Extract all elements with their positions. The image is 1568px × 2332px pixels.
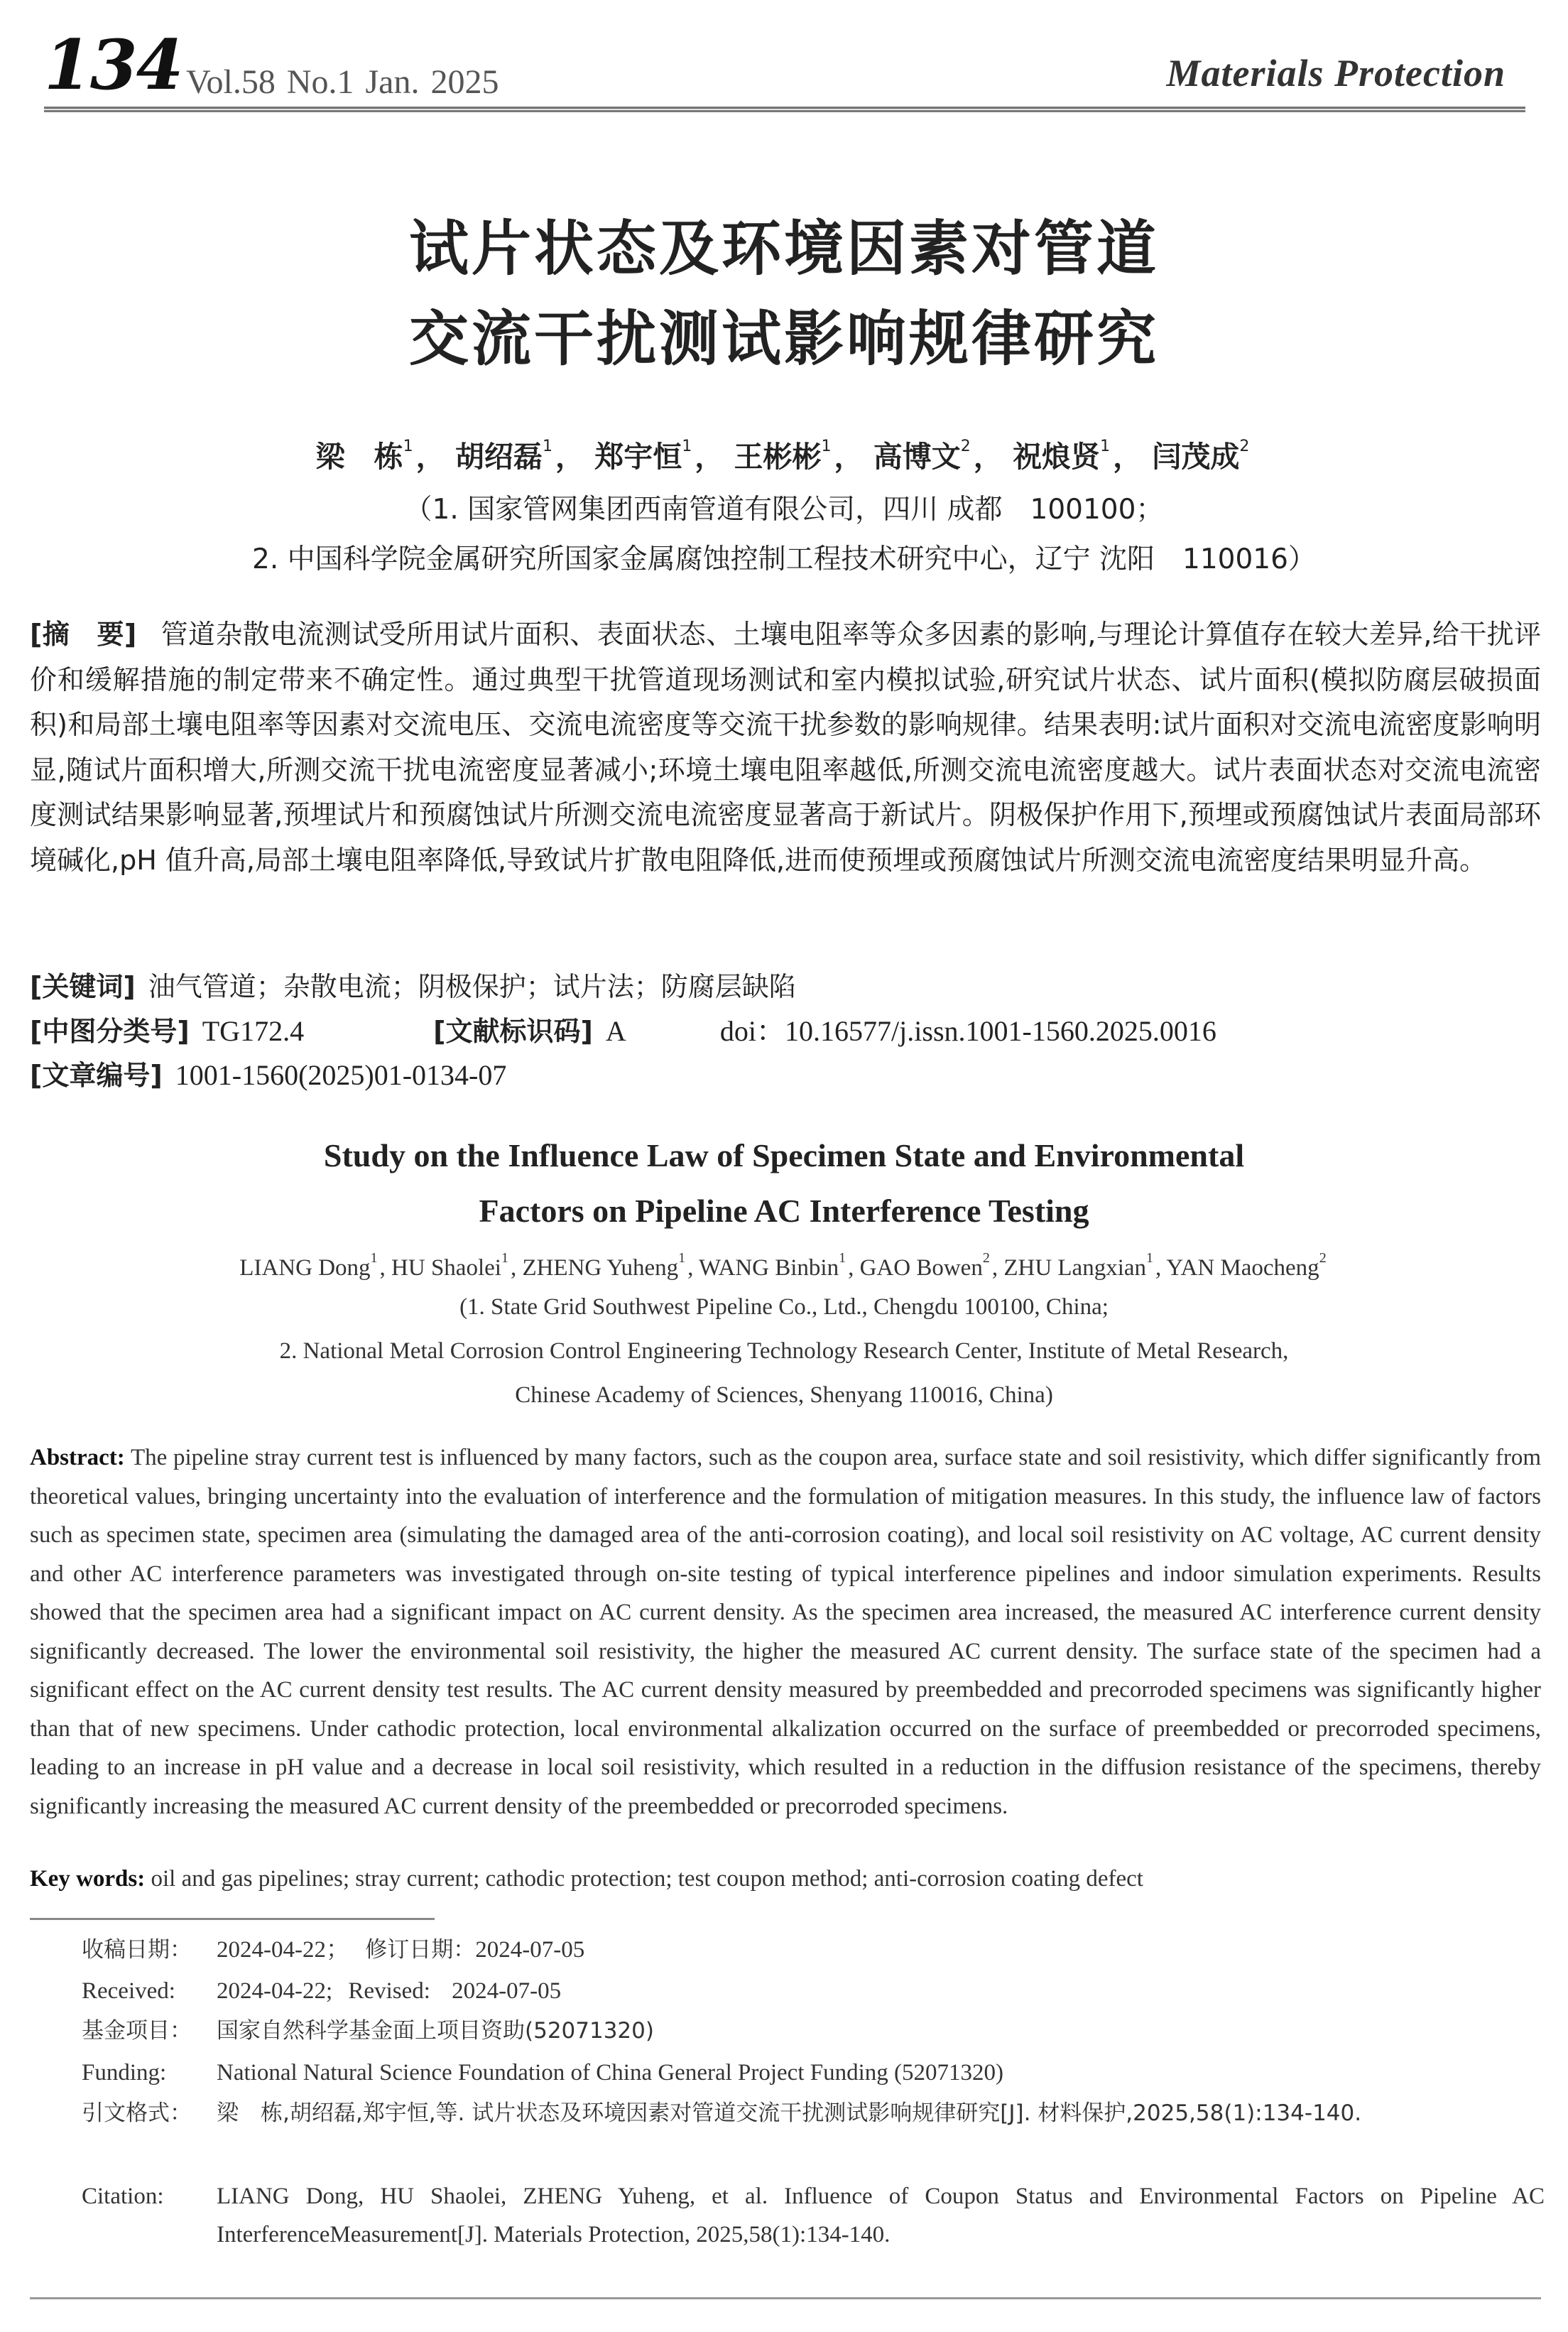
author-zh: 梁 栋	[315, 440, 403, 474]
author-en-aff: 1	[501, 1250, 508, 1266]
citation-zh-value: 梁 栋,胡绍磊,郑宇恒,等. 试片状态及环境因素对管道交流干扰测试影响规律研究[J]. 材料保护,2025,58(1):134-140.	[217, 2100, 1362, 2126]
keywords-en	[30, 1866, 1541, 1892]
author-en: YAN Maocheng	[1166, 1255, 1319, 1281]
author-en: ZHU Langxian	[1003, 1255, 1147, 1281]
fund-en-row	[82, 2054, 1545, 2092]
revised-en-date: 2024-07-05	[452, 1978, 562, 2004]
received-zh-value	[217, 1931, 1545, 1969]
citation-en-label: Citation:	[82, 2184, 164, 2209]
affiliation-en-1: (1. State Grid Southwest Pipeline Co., Ltd., Chengdu 100100, China;	[459, 1294, 1109, 1320]
author-en-aff: 1	[839, 1250, 846, 1266]
received-zh-label: 收稿日期：	[82, 1937, 192, 1963]
author-en: HU Shaolei	[391, 1255, 501, 1281]
classification-line	[30, 1009, 1541, 1049]
keywords-zh	[30, 965, 1541, 1004]
received-zh-date: 2024-04-22；	[217, 1937, 349, 1963]
affiliation-en-2: 2. National Metal Corrosion Control Engineering Technology Research Center, Institute of Metal Research,	[279, 1338, 1289, 1364]
authors-en: LIANG Dong$^1$, HU Shaolei$^1$, ZHENG Yuheng$^1$, WANG Binbin$^1$, GAO Bowen$^2$, ZHU Langxian$^1$, YAN Maocheng$^2$	[239, 1250, 1327, 1281]
abstract-en-label: Abstract:	[30, 1445, 125, 1470]
keywords-en-text: oil and gas pipelines; stray current; cathodic protection; test coupon method; anti-corrosion coating defect	[151, 1866, 1143, 1892]
abstract-en	[30, 1438, 1541, 1826]
author-en-aff: 1	[1146, 1250, 1154, 1266]
issue-info: Vol.58 No.1 Jan. 2025	[186, 63, 499, 101]
title-zh-line-1: 试片状态及环境因素对管道	[408, 213, 1159, 283]
doc-code-label: [文献标识码]	[433, 1016, 593, 1047]
abstract-zh	[30, 612, 1541, 883]
doi-label: doi：	[719, 1015, 785, 1047]
received-en-date: 2024-04-22;	[217, 1978, 333, 2004]
author-zh-aff: 2	[1239, 438, 1250, 455]
revised-en-label: Revised:	[348, 1978, 430, 2004]
affiliation-zh-2: 2. 中国科学院金属研究所国家金属腐蚀控制工程技术研究中心，辽宁 沈阳 110016）	[252, 543, 1316, 575]
title-en-line-2: Factors on Pipeline AC Interference Testing	[479, 1193, 1089, 1229]
author-zh: 胡绍磊	[454, 440, 543, 474]
article-no-label: [文章编号]	[30, 1060, 163, 1091]
author-en-aff: 2	[982, 1250, 990, 1266]
clc-label: [中图分类号]	[30, 1016, 190, 1047]
author-zh: 高博文	[873, 440, 961, 474]
author-zh-aff: 1	[542, 438, 552, 455]
doc-code-value: A	[605, 1015, 626, 1047]
keywords-zh-text: 油气管道；杂散电流；阴极保护；试片法；防腐层缺陷	[148, 971, 796, 1002]
author-zh-aff: 1	[821, 438, 832, 455]
title-en-line-1: Study on the Influence Law of Specimen State and Environmental	[323, 1137, 1245, 1173]
author-en: GAO Bowen	[859, 1255, 983, 1281]
received-en-label: Received:	[82, 1978, 175, 2004]
author-zh-aff: 1	[682, 438, 692, 455]
fund-zh-value: 国家自然科学基金面上项目资助(52071320)	[217, 2018, 654, 2044]
received-zh-row	[82, 1931, 1545, 1969]
citation-en-row	[82, 2177, 1545, 2254]
author-en: WANG Binbin	[699, 1255, 839, 1281]
affiliation-en-3: Chinese Academy of Sciences, Shenyang 110016, China)	[515, 1382, 1053, 1408]
citation-zh-row	[82, 2094, 1545, 2132]
fund-en-value: National Natural Science Foundation of China General Project Funding (52071320)	[217, 2060, 1003, 2086]
header-rule	[44, 107, 1525, 112]
authors-zh: 梁 栋$^1$， 胡绍磊$^1$， 郑宇恒$^1$， 王彬彬$^1$， 高博文$^2$， 祝烺贤$^1$， 闫茂成$^2$	[315, 438, 1250, 474]
abstract-en-text: The pipeline stray current test is influenced by many factors, such as the coupon area, surface state and soil resistivity, which differ significantly from theoretical values, bringing uncertainty into the evaluation of interference and the formulation of mitigation measures. In this study, the influence law of factors such as specimen state, specimen area (simulating the damaged area of the anti-corrosion coating), and local soil resistivity on AC voltage, AC current density and other AC interference parameters was investigated through on-site testing of typical interference pipelines and indoor simulation experiments. Results showed that the specimen area had a significant impact on AC current density. As the specimen area increased, the measured AC interference current density significantly decreased. The lower the environmental soil resistivity, the higher the measured AC current density. The surface state of the specimen had a significant effect on the AC current density test results. The AC current density measured by preembedded and precorroded specimens was significantly higher than that of new specimens. Under cathodic protection, local environmental alkalization occurred on the surface of preembedded or precorroded specimens, leading to an increase in pH value and a decrease in local soil resistivity, which resulted in a reduction in the diffusion resistance of the specimens, thereby significantly increasing the measured AC current density of the preembedded or precorroded specimens.	[30, 1445, 1542, 1819]
keywords-zh-label: [关键词]	[30, 971, 136, 1002]
abstract-zh-label: [摘 要]	[30, 619, 137, 650]
citation-en-value: LIANG Dong, HU Shaolei, ZHENG Yuheng, et al. Influence of Coupon Status and Environmental Factors on Pipeline AC InterferenceMeasurement[J]. Materials Protection, 2025,58(1):134-140.	[217, 2184, 1545, 2247]
author-zh-aff: 1	[1100, 438, 1111, 455]
citation-zh-label: 引文格式：	[82, 2100, 192, 2126]
author-zh: 闫茂成	[1152, 440, 1240, 474]
title-zh-line-2: 交流干扰测试影响规律研究	[408, 303, 1159, 374]
article-no-line	[30, 1053, 1541, 1092]
article-no-value: 1001-1560(2025)01-0134-07	[175, 1059, 507, 1091]
doi-value: 10.16577/j.issn.1001-1560.2025.0016	[785, 1015, 1216, 1047]
author-zh-aff: 2	[960, 438, 971, 455]
clc-value: TG172.4	[202, 1015, 305, 1047]
revised-zh-label: 修订日期：	[365, 1937, 476, 1963]
received-en-row	[82, 1972, 1545, 2010]
footnote-rule	[30, 1918, 435, 1920]
abstract-zh-text: 管道杂散电流测试受所用试片面积、表面状态、土壤电阻率等众多因素的影响,与理论计算值存在较大差异,给干扰评价和缓解措施的制定带来不确定性。通过典型干扰管道现场测试和室内模拟试验,研究试片状态、试片面积(模拟防腐层破损面积)和局部土壤电阻率等因素对交流电压、交流电流密度等交流干扰参数的影响规律。结果表明:试片面积对交流电流密度影响明显,随试片面积增大,所测交流干扰电流密度显著减小;环境土壤电阻率越低,所测交流电流密度越大。试片表面状态对交流电流密度测试结果影响显著,预埋试片和预腐蚀试片所测交流电流密度显著高于新试片。阴极保护作用下,预埋或预腐蚀试片表面局部环境碱化,pH 值升高,局部土壤电阻率降低,导致试片扩散电阻降低,进而使预埋或预腐蚀试片所测交流电流密度结果明显升高。	[30, 619, 1541, 876]
author-zh: 祝烺贤	[1013, 440, 1101, 474]
fund-zh-label: 基金项目：	[82, 2018, 192, 2044]
journal-name: Materials Protection	[1166, 52, 1506, 94]
author-en: ZHENG Yuheng	[522, 1255, 679, 1281]
author-zh-aff: 1	[403, 438, 413, 455]
author-zh: 郑宇恒	[594, 440, 682, 474]
revised-zh-date: 2024-07-05	[475, 1937, 585, 1963]
fund-en-label: Funding:	[82, 2060, 167, 2086]
keywords-en-label: Key words:	[30, 1866, 146, 1892]
author-en-aff: 1	[678, 1250, 686, 1266]
received-en-value	[217, 1972, 1545, 2010]
affiliation-zh-1: （1. 国家管网集团西南管道有限公司，四川 成都 100100；	[404, 494, 1164, 526]
fund-zh-row	[82, 2012, 1545, 2050]
bottom-rule	[30, 2297, 1541, 2299]
author-en: LIANG Dong	[239, 1255, 371, 1281]
author-en-aff: 2	[1319, 1250, 1327, 1266]
author-en-aff: 1	[370, 1250, 378, 1266]
page-number: 134	[44, 25, 183, 105]
author-zh: 王彬彬	[734, 440, 822, 474]
